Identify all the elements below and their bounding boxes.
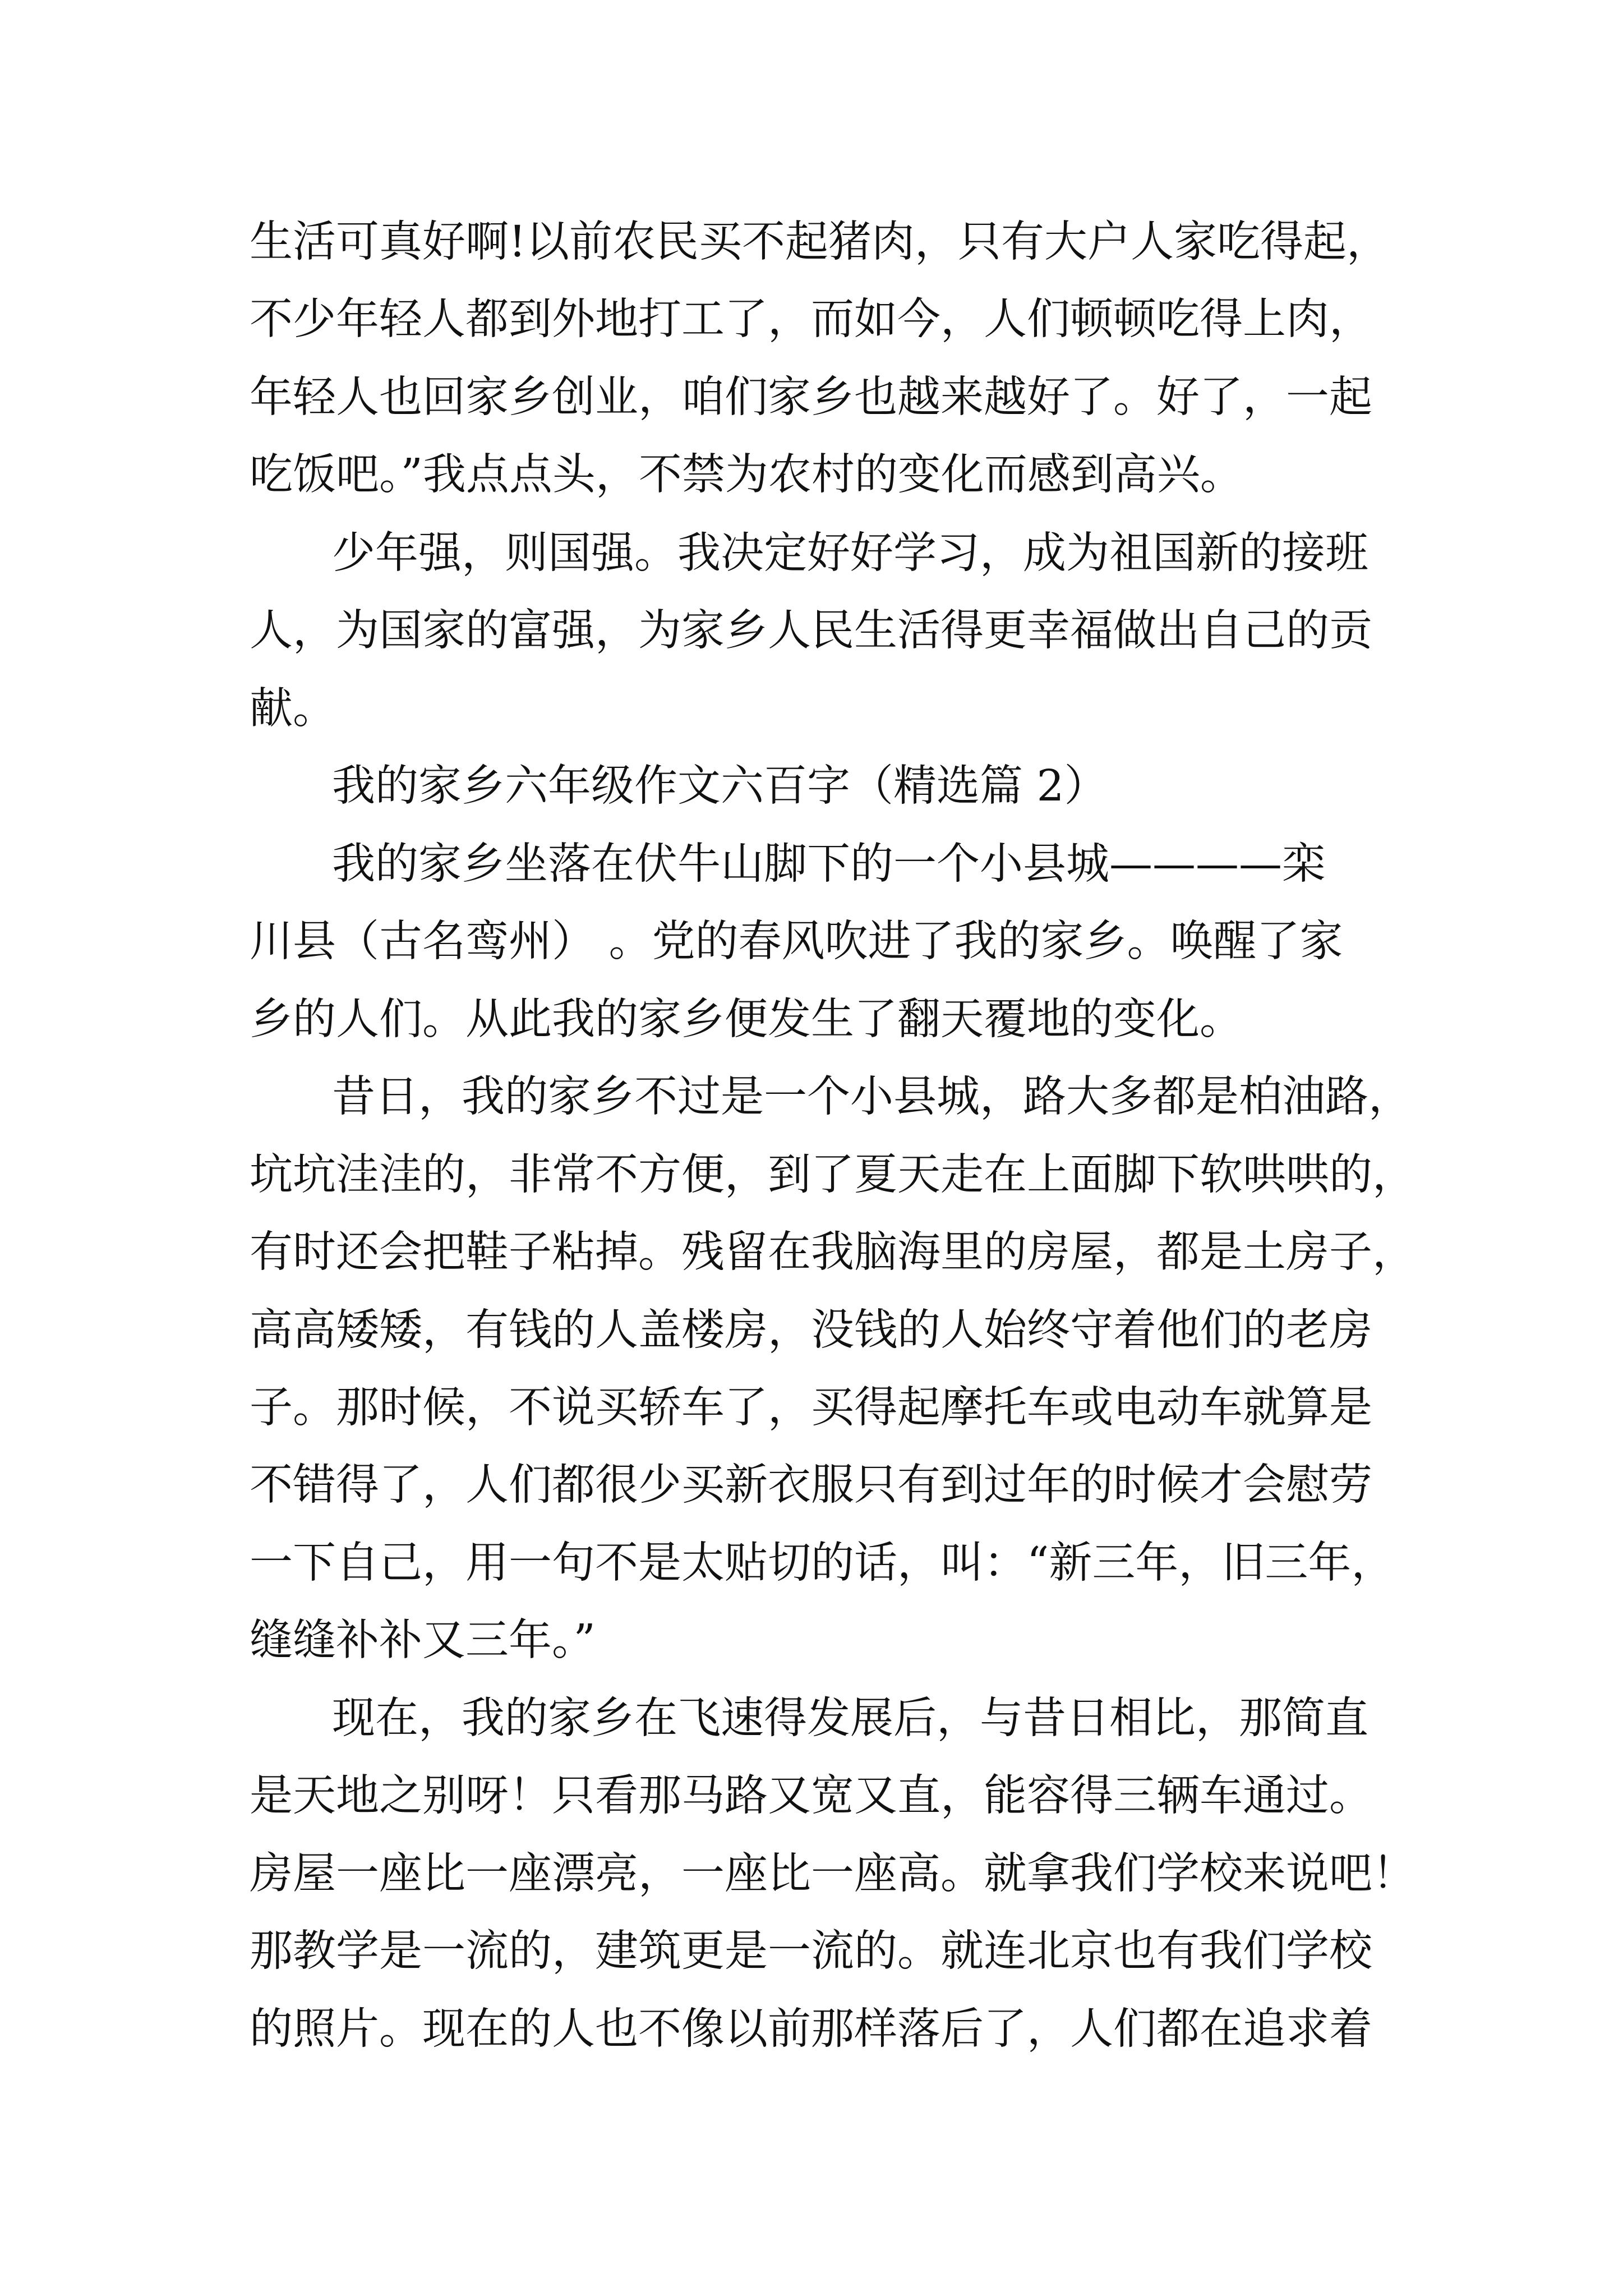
text-line: 年轻人也回家乡创业，咱们家乡也越来越好了。好了，一起 [250,372,1372,422]
text-line: 子。那时候，不说买轿车了，买得起摩托车或电动车就算是 [250,1383,1372,1433]
text-line: 高高矮矮，有钱的人盖楼房，没钱的人始终守着他们的老房 [250,1305,1372,1355]
text-line: 献。 [250,684,336,734]
text-line: 少年强，则国强。我决定好好学习，成为祖国新的接班 [332,528,1368,578]
text-line: 我的家乡坐落在伏牛山脚下的一个小县城————栾 [332,839,1325,889]
text-line: 有时还会把鞋子粘掉。残留在我脑海里的房屋，都是土房子， [250,1227,1415,1277]
text-line: 的照片。现在的人也不像以前那样落后了，人们都在追求着 [250,2004,1372,2054]
text-line: 川县（古名鸾州） 。党的春风吹进了我的家乡。唤醒了家 [250,917,1343,967]
text-line: 不错得了，人们都很少买新衣服只有到过年的时候才会慰劳 [250,1460,1372,1510]
text-line: 缝缝补补又三年。” [250,1616,596,1665]
text-line: 生活可真好啊!以前农民买不起猪肉，只有大户人家吃得起， [250,217,1390,267]
section-heading: 我的家乡六年级作文六百字（精选篇 2） [332,761,1108,811]
text-line: 是天地之别呀！只看那马路又宽又直，能容得三辆车通过。 [250,1771,1372,1821]
text-line: 人，为国家的富强，为家乡人民生活得更幸福做出自己的贡 [250,606,1372,656]
text-line: 一下自己，用一句不是太贴切的话，叫：“新三年，旧三年， [250,1538,1395,1588]
text-line: 吃饭吧。”我点点头，不禁为农村的变化而感到高兴。 [250,450,1243,500]
text-line: 那教学是一流的，建筑更是一流的。就连北京也有我们学校 [250,1926,1372,1976]
text-line: 坑坑洼洼的，非常不方便，到了夏天走在上面脚下软哄哄的， [250,1150,1415,1200]
text-line: 昔日，我的家乡不过是一个小县城，路大多都是柏油路， [332,1072,1412,1122]
text-line: 现在，我的家乡在飞速得发展后，与昔日相比，那简直 [332,1694,1368,1743]
text-line: 不少年轻人都到外地打工了，而如今，人们顿顿吃得上肉， [250,295,1372,344]
text-line: 房屋一座比一座漂亮，一座比一座高。就拿我们学校来说吧！ [250,1849,1415,1899]
text-line: 乡的人们。从此我的家乡便发生了翻天覆地的变化。 [250,995,1243,1045]
